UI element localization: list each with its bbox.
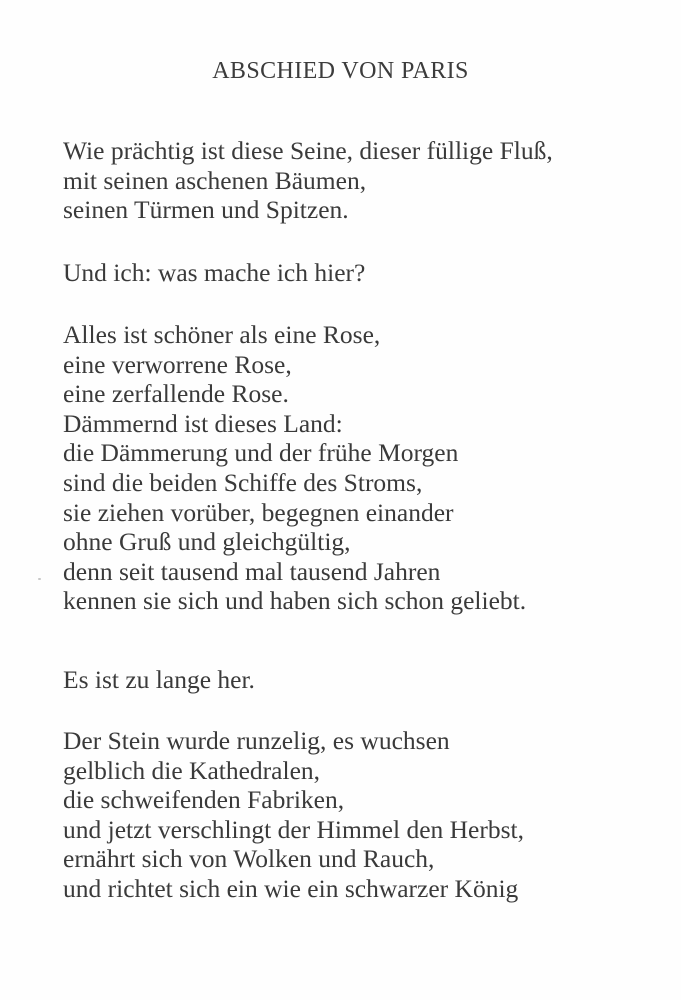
- poem-line: ernährt sich von Wolken und Rauch,: [63, 844, 435, 874]
- poem-line: Und ich: was mache ich hier?: [63, 258, 366, 287]
- poem-line: sind die beiden Schiffe des Stroms,: [63, 467, 423, 497]
- stanza-5: [63, 726, 524, 904]
- poem-line: ohne Gruß und gleichgültig,: [63, 527, 351, 557]
- poem-line: und richtet sich ein wie ein schwarzer König: [63, 873, 519, 903]
- poem-line: Der Stein wurde runzelig, es wuchsen: [63, 726, 450, 755]
- poem-line: eine verworrene Rose,: [63, 349, 292, 379]
- poem-line: die schweifenden Fabriken,: [63, 785, 345, 815]
- paper-speck: [38, 578, 41, 580]
- poem-line: denn seit tausend mal tausend Jahren: [63, 556, 441, 586]
- poem-title: ABSCHIED VON PARIS: [212, 58, 469, 84]
- poem-line: Es ist zu lange her.: [63, 665, 255, 694]
- poem-line: sie ziehen vorüber, begegnen einander: [63, 497, 454, 527]
- poem-line: kennen sie sich und haben sich schon geliebt.: [63, 586, 527, 616]
- stanza-2: [63, 258, 365, 288]
- poem-line: seinen Türmen und Spitzen.: [63, 195, 349, 225]
- poem-line: Dämmernd ist dieses Land:: [63, 408, 343, 438]
- stanza-3: [63, 320, 526, 616]
- poem-line: mit seinen aschenen Bäumen,: [63, 165, 367, 195]
- poem-line: eine zerfallende Rose.: [63, 379, 289, 409]
- poem-line: Wie prächtig ist diese Seine, dieser füllige Fluß,: [63, 136, 553, 165]
- poem-line: Alles ist schöner als eine Rose,: [63, 320, 381, 349]
- poem-line: die Dämmerung und der frühe Morgen: [63, 438, 459, 468]
- stanza-4: [63, 665, 255, 695]
- stanza-1: [63, 136, 553, 225]
- poem-line: gelblich die Kathedralen,: [63, 755, 321, 785]
- poem-line: und jetzt verschlingt der Himmel den Herbst,: [63, 814, 525, 844]
